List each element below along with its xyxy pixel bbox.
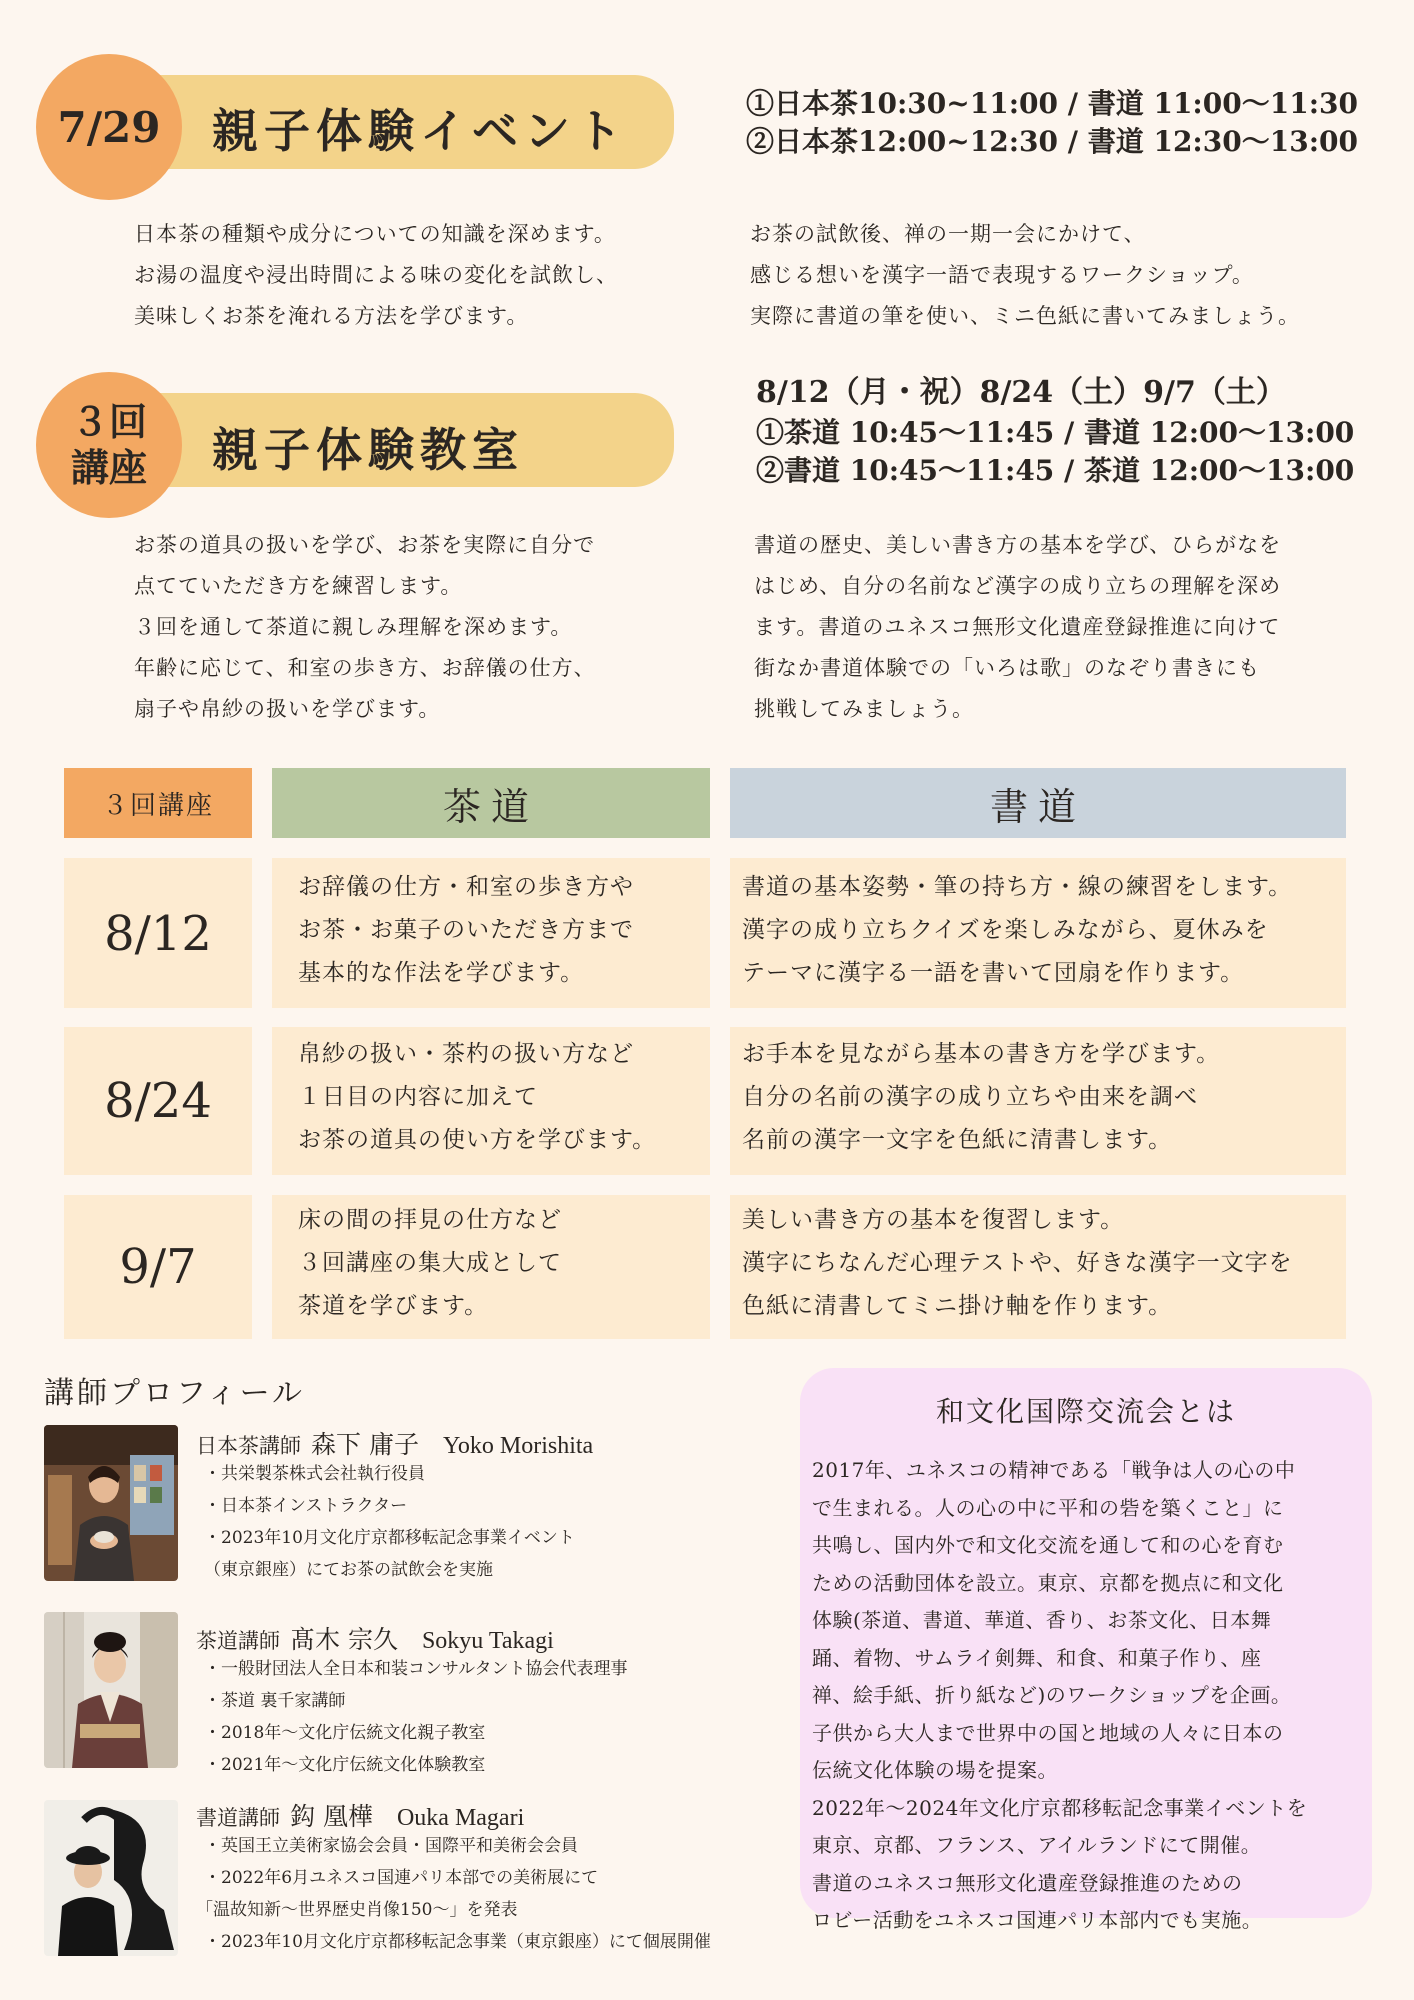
text-line: 子供から大人まで世界中の国と地域の人々に日本の (812, 1720, 1284, 1745)
text-line: 実際に書道の筆を使い、ミニ色紙に書いてみましょう。 (750, 304, 1300, 328)
text-line: 感じる想いを漢字一語で表現するワークショップ。 (750, 263, 1254, 287)
table-row-date (64, 1027, 252, 1175)
text-line: 美しい書き方の基本を復習します。 (742, 1207, 1125, 1233)
profile-2-name (196, 1620, 554, 1656)
table-row-sado (272, 858, 710, 1008)
table-row-shodo (730, 1195, 1346, 1339)
profile-bullet: ・共栄製茶株式会社執行役員 (204, 1464, 425, 1484)
profile-name-en: Ouka Magari (396, 1805, 525, 1831)
text-line: ます。書道のユネスコ無形文化遺産登録推進に向けて (754, 615, 1281, 639)
text-line: 挑戦してみましょう。 (754, 697, 974, 721)
text-line: お茶・お菓子のいただき方まで (298, 917, 634, 943)
organization-intro-box (800, 1368, 1372, 1932)
text-line: ３回を通して茶道に親しみ理解を深めます。 (134, 615, 573, 639)
text-line: 書道の基本姿勢・筆の持ち方・線の練習をします。 (742, 874, 1293, 900)
row-date: 9/7 (119, 1239, 197, 1295)
event2-schedule-dates: 8/12（月・祝）8/24（土）9/7（土） (756, 375, 1286, 410)
text-line: お茶の道具の使い方を学びます。 (298, 1127, 657, 1153)
event2-badge (36, 372, 182, 518)
event1-title: 親子体験イベント (212, 104, 628, 158)
header-label: 書道 (989, 784, 1086, 829)
profile-3-bullets (196, 1830, 711, 1958)
text-line: 伝統文化体験の場を提案。 (812, 1758, 1058, 1782)
profile-bullet: ・一般財団法人全日本和装コンサルタント協会代表理事 (204, 1659, 628, 1679)
text-line: 美味しくお茶を淹れる方法を学びます。 (134, 304, 529, 328)
table-row-sado (272, 1027, 710, 1175)
text-line: 共鳴し、国内外で和文化交流を通して和の心を育む (812, 1533, 1284, 1557)
row-date: 8/12 (104, 906, 212, 962)
profile-2-bullets (204, 1653, 627, 1781)
event2-schedule (756, 372, 1354, 490)
text-line: 扇子や帛紗の扱いを学びます。 (134, 697, 441, 721)
text-line: 漢字にちなんだ心理テストや、好きな漢字一文字を (742, 1250, 1293, 1276)
event2-left-text (134, 525, 596, 730)
profile-bullet: ・日本茶インストラクター (204, 1496, 408, 1516)
profile-name: 鈎 凰樺 (290, 1802, 373, 1831)
table-row-sado (272, 1195, 710, 1339)
person-photo-icon (44, 1612, 178, 1768)
text-line: 自分の名前の漢字の成り立ちや由来を調べ (742, 1084, 1198, 1110)
event2-right-text (754, 525, 1281, 730)
instructor-photo-shodo (44, 1800, 178, 1956)
person-photo-icon (44, 1800, 178, 1956)
event2-title: 親子体験教室 (212, 423, 524, 477)
profile-bullet: ・2023年10月文化庁京都移転記念事業イベント (204, 1528, 575, 1548)
profile-bullet: ・2021年～文化庁伝統文化体験教室 (204, 1755, 486, 1775)
text-line: 踊、着物、サムライ剣舞、和食、和菓子作り、座 (812, 1645, 1262, 1670)
text-line: 2017年、ユネスコの精神である「戦争は人の心の中 (812, 1458, 1296, 1482)
profile-bullet: ・2022年6月ユネスコ国連パリ本部での美術展にて (204, 1868, 599, 1888)
sado-text (298, 1199, 562, 1328)
profile-role: 日本茶講師 (196, 1434, 301, 1458)
table-row-date (64, 1195, 252, 1339)
profile-1-bullets (204, 1458, 575, 1586)
event1-schedule-2: ②日本茶12:00~12:30 / 書道 12:30〜13:00 (746, 125, 1358, 158)
text-line: ロビー活動をユネスコ国連パリ本部内でも実施。 (812, 1908, 1263, 1932)
text-line: 書道の歴史、美しい書き方の基本を学び、ひらがなを (754, 533, 1282, 557)
shodo-text (742, 866, 1292, 995)
text-line: お手本を見ながら基本の書き方を学びます。 (742, 1041, 1221, 1067)
text-line: 帛紗の扱い・茶杓の扱い方など (298, 1041, 634, 1067)
shodo-text (742, 1033, 1220, 1162)
text-line: お茶の試飲後、禅の一期一会にかけて、 (750, 222, 1146, 246)
instructor-photo-tea (44, 1425, 178, 1581)
text-line: 体験(茶道、書道、華道、香り、お茶文化、日本舞 (812, 1608, 1272, 1632)
table-row-shodo (730, 858, 1346, 1008)
text-line: 禅、絵手紙、折り紙など)のワークショップを企画。 (812, 1683, 1292, 1707)
profile-name: 髙木 宗久 (290, 1625, 398, 1654)
event1-right-text (750, 214, 1300, 337)
profile-name-en: Sokyu Takagi (421, 1628, 554, 1654)
profile-bullet: ・茶道 裏千家講師 (204, 1691, 346, 1711)
text-line: 日本茶の種類や成分についての知識を深めます。 (134, 222, 616, 246)
text-line: テーマに漢字る一語を書いて団扇を作ります。 (742, 960, 1245, 986)
profile-bullet: ・2023年10月文化庁京都移転記念事業（東京銀座）にて個展開催 (204, 1932, 711, 1952)
profile-name: 森下 庸子 (311, 1430, 419, 1459)
intro-title: 和文化国際交流会とは (935, 1395, 1236, 1428)
text-line: １日目の内容に加えて (298, 1084, 538, 1110)
profile-1-name (196, 1425, 593, 1461)
sado-text (298, 866, 634, 995)
profile-bullet: 「温故知新～世界歴史肖像150～」を発表 (196, 1900, 518, 1920)
profile-name-en: Yoko Morishita (442, 1433, 594, 1459)
text-line: 書道のユネスコ無形文化遺産登録推進のための (812, 1870, 1243, 1895)
profile-role: 書道講師 (196, 1806, 280, 1830)
profile-3-name (196, 1797, 524, 1833)
event1-schedule (746, 85, 1358, 161)
text-line: はじめ、自分の名前など漢字の成り立ちの理解を深め (754, 574, 1282, 598)
event2-schedule-1: ①茶道 10:45〜11:45 / 書道 12:00〜13:00 (756, 416, 1355, 449)
event1-date-badge (36, 54, 182, 200)
text-line: 茶道を学びます。 (298, 1293, 489, 1319)
text-line: お茶の道具の扱いを学び、お茶を実際に自分で (134, 533, 596, 557)
profile-bullet: （東京銀座）にてお茶の試飲会を実施 (204, 1560, 493, 1580)
text-line: 漢字の成り立ちクイズを楽しみながら、夏休みを (742, 917, 1269, 943)
shodo-text (742, 1199, 1293, 1328)
table-header-sado (272, 768, 710, 838)
table-row-date (64, 858, 252, 1008)
text-line: 年齢に応じて、和室の歩き方、お辞儀の仕方、 (134, 656, 596, 680)
intro-text (812, 1452, 1307, 1940)
text-line: 名前の漢字一文字を色紙に清書します。 (742, 1127, 1173, 1153)
event1-left-text (134, 214, 618, 337)
text-line: お辞儀の仕方・和室の歩き方や (298, 874, 634, 900)
profile-heading: 講師プロフィール (44, 1376, 305, 1411)
text-line: 床の間の拝見の仕方など (298, 1207, 562, 1233)
table-header-course (64, 768, 252, 838)
event2-badge-line1: ３回 (70, 399, 147, 444)
table-header-shodo (730, 768, 1346, 838)
table-row-shodo (730, 1027, 1346, 1175)
event2-badge-line2: 講座 (70, 445, 147, 490)
row-date: 8/24 (104, 1073, 212, 1129)
text-line: お湯の温度や浸出時間による味の変化を試飲し、 (134, 263, 618, 287)
text-line: 点てていただき方を練習します。 (134, 574, 463, 598)
text-line: 東京、京都、フランス、アイルランドにて開催。 (812, 1833, 1262, 1857)
text-line: ３回講座の集大成として (298, 1250, 562, 1276)
header-label: ３回講座 (101, 790, 214, 821)
event1-date-text: 7/29 (57, 102, 161, 152)
profile-bullet: ・2018年～文化庁伝統文化親子教室 (204, 1723, 486, 1743)
text-line: 色紙に清書してミニ掛け軸を作ります。 (742, 1293, 1173, 1319)
text-line: 2022年～2024年文化庁京都移転記念事業イベントを (812, 1795, 1308, 1820)
person-photo-icon (44, 1425, 178, 1581)
text-line: 街なか書道体験での「いろは歌」のなぞり書きにも (754, 656, 1260, 680)
event2-schedule-2: ②書道 10:45〜11:45 / 茶道 12:00〜13:00 (756, 454, 1355, 487)
text-line: で生まれる。人の心の中に平和の砦を築くこと」に (812, 1495, 1284, 1520)
event1-schedule-1: ①日本茶10:30~11:00 / 書道 11:00〜11:30 (746, 87, 1358, 120)
profile-bullet: ・英国王立美術家協会会員・国際平和美術会会員 (204, 1836, 578, 1856)
profile-role: 茶道講師 (196, 1629, 280, 1653)
header-label: 茶道 (442, 784, 539, 829)
text-line: ための活動団体を設立。東京、京都を拠点に和文化 (812, 1570, 1284, 1595)
text-line: 基本的な作法を学びます。 (298, 960, 585, 986)
sado-text (298, 1033, 656, 1162)
instructor-photo-sado (44, 1612, 178, 1768)
